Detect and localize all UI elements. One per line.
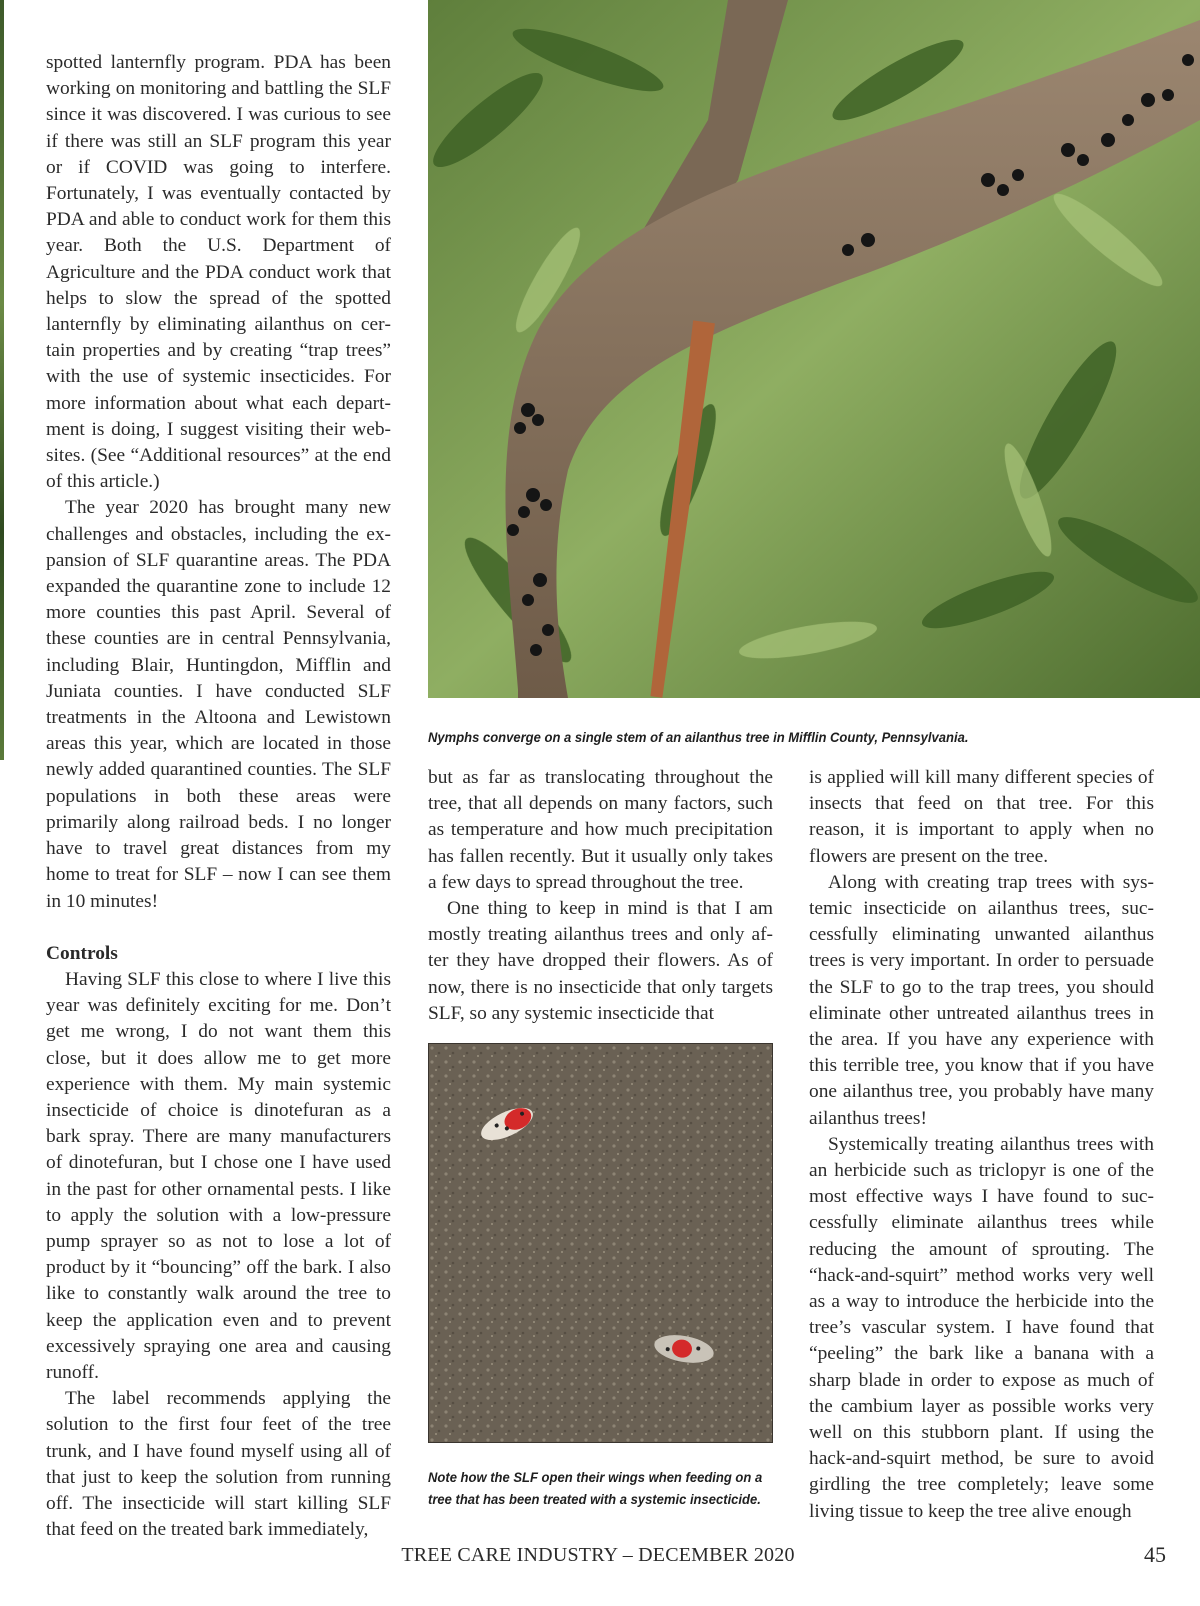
page-number: 45 [1144, 1542, 1166, 1567]
photo-caption-bottom: Note how the SLF open their wings when feeding on a tree that has been treated with a systemic insecticide. [428, 1469, 763, 1507]
previous-photo-edge [0, 0, 4, 760]
article-column-3 [809, 765, 1154, 1525]
photo-slf-on-bark [428, 1043, 773, 1443]
article-paragraph: Having SLF this close to where I live this year was definitely exciting for me. Don’t get me wrong, I do not want them this close, but it does allow me to get more experience with them. My main systemic insecticide of choice is dinotefuran as a bark spray. There are many manufacturers of dinotefuran, but I chose one I have used in the past for other ornamental pests. I like to apply the solution with a low-pressure pump sprayer so as not to lose a lot of product by it “bouncing” off the bark. I also like to constantly walk around the tree to keep the application even and to prevent excessively spraying one area and causing runoff. [46, 968, 391, 1383]
photo-slf-illustration [429, 1044, 773, 1443]
article-paragraph: spotted lanternfly program. PDA has been working on monitoring and battling the SLF since it was discovered. I was curious to see if there was still an SLF program this year or if COVID was going to interfere. Fortunately, I was eventually contacted by PDA and able to conduct work for them this year. Both the U.S. Department of Agriculture and the PDA conduct work that helps to slow the spread of the spotted lanternfly by eliminating ailanthus on certain properties and by creating “trap trees” with the use of systemic insecticides. For more information about what each department is doing, I suggest visiting their websites. (See “Additional resources” at the end of this article.) [46, 52, 391, 493]
article-paragraph: The label recommends applying the solution to the first four feet of the tree trunk, and I have found myself using all of that just to keep the solution from running off. The insecticide will start killing SLF that feed on the treated bark immediately, [46, 1388, 391, 1541]
section-heading-controls: Controls [46, 942, 118, 964]
article-column-2 [428, 765, 773, 1027]
article-paragraph: The year 2020 has brought many new challenges and obstacles, including the expansion of SLF quarantine areas. The PDA expanded the quarantine zone to include 12 more counties this past April. Several of these counties are in central Pennsylvania, including Blair, Huntingdon, Mifflin and Juniata counties. I have conducted SLF treatments in the Altoona and Lewistown areas this year, which are located in those newly added quarantined counties. The SLF populations in both these areas were primarily along railroad beds. I no longer have to travel great distances from my home to treat for SLF – now I can see them in 10 minutes! [46, 497, 391, 912]
photo-nymphs-illustration [428, 0, 1200, 698]
article-paragraph: Along with creating trap trees with systemic insecticide on ailanthus trees, successfully eliminating unwanted ailanthus trees is very important. In order to persuade the SLF to go to the trap trees, you should eliminate other untreated ailanthus trees in the area. If you have any experience with this terrible tree, you know that if you have one ailanthus tree, you probably have many ailanthus trees! [809, 871, 1154, 1129]
footer-publication-title: TREE CARE INDUSTRY – DECEMBER 2020 [401, 1544, 795, 1566]
article-paragraph: One thing to keep in mind is that I am mostly treating ailanthus trees and only after they have dropped their flowers. As of now, there is no insecticide that only targets SLF, so any systemic insecticide that [428, 898, 773, 1024]
article-column-1 [46, 50, 391, 1543]
photo-nymphs-on-ailanthus [428, 0, 1200, 698]
article-paragraph: Systemically treating ailanthus trees with an herbicide such as triclopyr is one of the most effective ways I have found to successfully eliminate ailanthus trees while reducing the amount of sprouting. The “hack-and-squirt” method works very well as a way to introduce the herbicide into the tree’s vascular system. I have found that “peeling” the bark like a banana with a sharp blade in order to expose as much of the cambium layer as possible works very well on this stubborn plant. If using the hack-and-squirt method, be sure to avoid girdling the tree completely; leave some living tissue to keep the tree alive enough [809, 1133, 1154, 1522]
photo-caption-top: Nymphs converge on a single stem of an ailanthus tree in Mifflin County, Pennsylvania. [428, 729, 969, 745]
article-paragraph: but as far as translocating throughout the tree, that all depends on many factors, such as temperature and how much precipitation has fallen recently. But it usually only takes a few days to spread throughout the tree. [428, 767, 773, 893]
article-paragraph: is applied will kill many different species of insects that feed on that tree. For this reason, it is important to apply when no flowers are present on the tree. [809, 767, 1154, 867]
